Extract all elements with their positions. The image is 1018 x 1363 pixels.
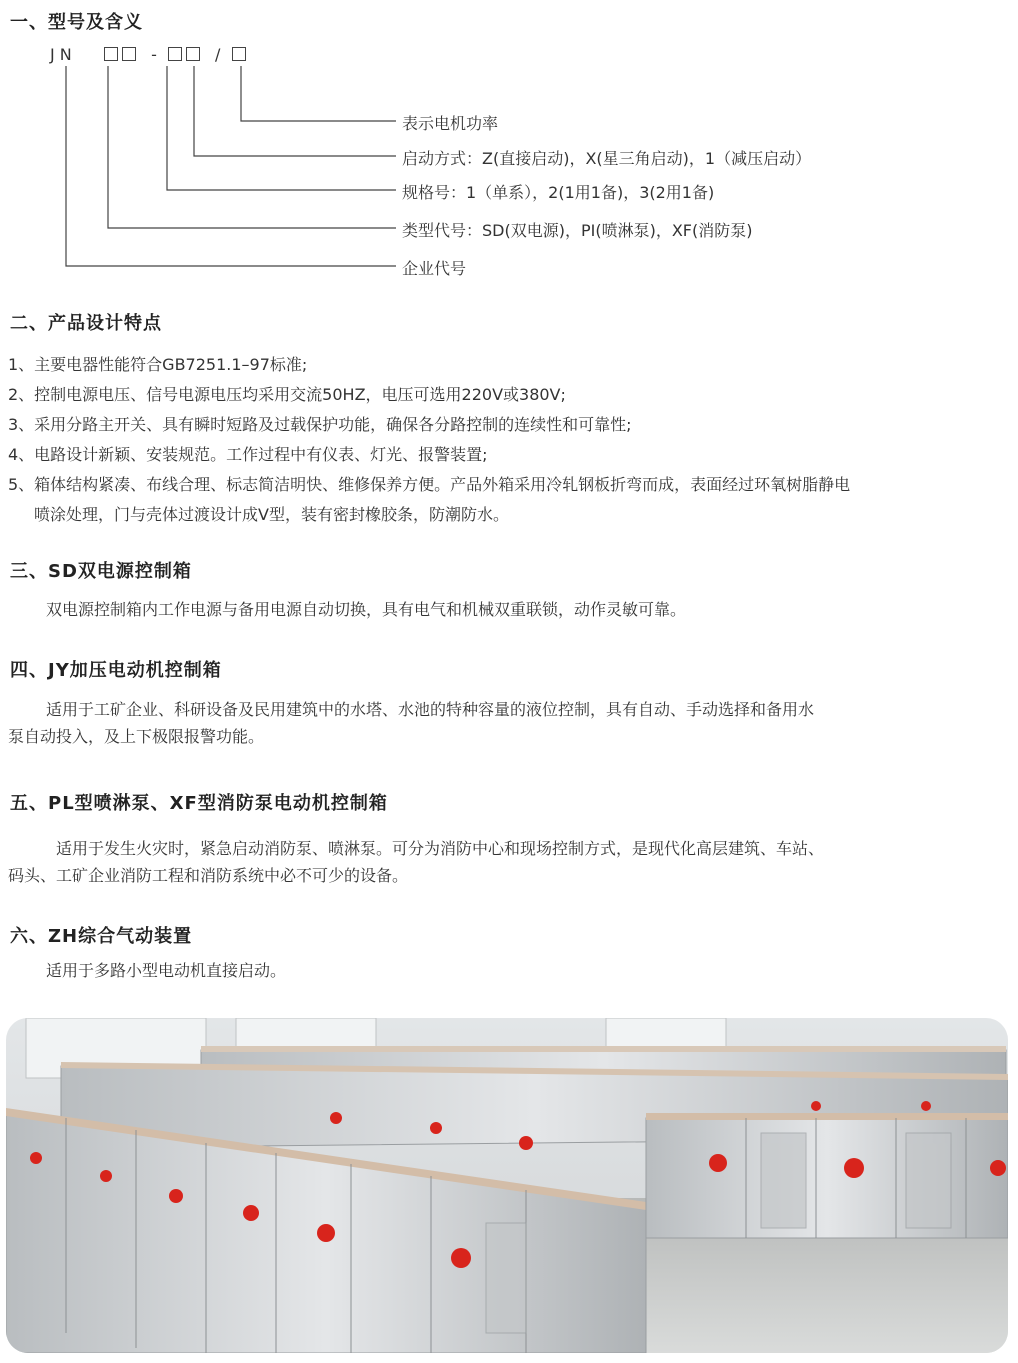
section-3-text: 双电源控制箱内工作电源与备用电源自动切换，具有电气和机械双重联锁，动作灵敏可靠。 (46, 600, 687, 619)
model-prefix: J N (50, 45, 72, 64)
product-photo (6, 1018, 1008, 1353)
label-type: 类型代号：SD(双电源)，PI(喷淋泵)，XF(消防泵) (402, 221, 753, 240)
section-4-text: 适用于工矿企业、科研设备及民用建筑中的水塔、水池的特种容量的液位控制，具有自动、手动选择和备用水 (46, 700, 815, 719)
connector-line (194, 66, 396, 156)
label-spec: 规格号：1（单系），2(1用1备)，3(2用1备) (402, 183, 715, 202)
feature-item: 1、主要电器性能符合GB7251.1–97标准; (8, 355, 308, 374)
section-1-title: 一、型号及含义 (10, 12, 143, 33)
section-6-text: 适用于多路小型电动机直接启动。 (46, 961, 287, 980)
feature-item: 2、控制电源电压、信号电源电压均采用交流50HZ，电压可选用220V或380V; (8, 385, 566, 404)
feature-item: 4、电路设计新颖、安装规范。工作过程中有仪表、灯光、报警装置; (8, 445, 488, 464)
control-box-rows-illustration (6, 1018, 1008, 1353)
model-dash: - (151, 45, 157, 64)
section-4-text-continued: 泵自动投入，及上下极限报警功能。 (8, 727, 265, 746)
section-4-title: 四、JY加压电动机控制箱 (10, 660, 222, 681)
section-6-title: 六、ZH综合气动装置 (10, 926, 193, 947)
feature-item-continued: 喷涂处理，门与壳体过渡设计成V型，装有密封橡胶条，防潮防水。 (34, 505, 509, 524)
section-5-text: 适用于发生火灾时，紧急启动消防泵、喷淋泵。可分为消防中心和现场控制方式，是现代化高层建筑、车站、 (56, 839, 825, 858)
connector-line (241, 66, 396, 121)
model-slash: / (215, 45, 221, 64)
feature-item: 5、箱体结构紧凑、布线合理、标志简洁明快、维修保养方便。产品外箱采用冷轧钢板折弯而成，表面经过环氧树脂静电 (8, 475, 851, 494)
model-connector-lines (0, 0, 420, 280)
section-5-title: 五、PL型喷淋泵、XF型消防泵电动机控制箱 (10, 793, 388, 814)
section-3-title: 三、SD双电源控制箱 (10, 561, 192, 582)
section-2-title: 二、产品设计特点 (10, 313, 162, 334)
feature-item: 3、采用分路主开关、具有瞬时短路及过载保护功能，确保各分路控制的连续性和可靠性; (8, 415, 632, 434)
connector-line (167, 66, 396, 190)
connector-line (66, 66, 396, 266)
label-start-mode: 启动方式：Z(直接启动)，X(星三角启动)，1（减压启动） (402, 149, 812, 168)
label-company: 企业代号 (402, 259, 467, 278)
label-power: 表示电机功率 (402, 114, 499, 133)
section-5-text-continued: 码头、工矿企业消防工程和消防系统中必不可少的设备。 (8, 866, 409, 885)
connector-line (108, 66, 396, 228)
